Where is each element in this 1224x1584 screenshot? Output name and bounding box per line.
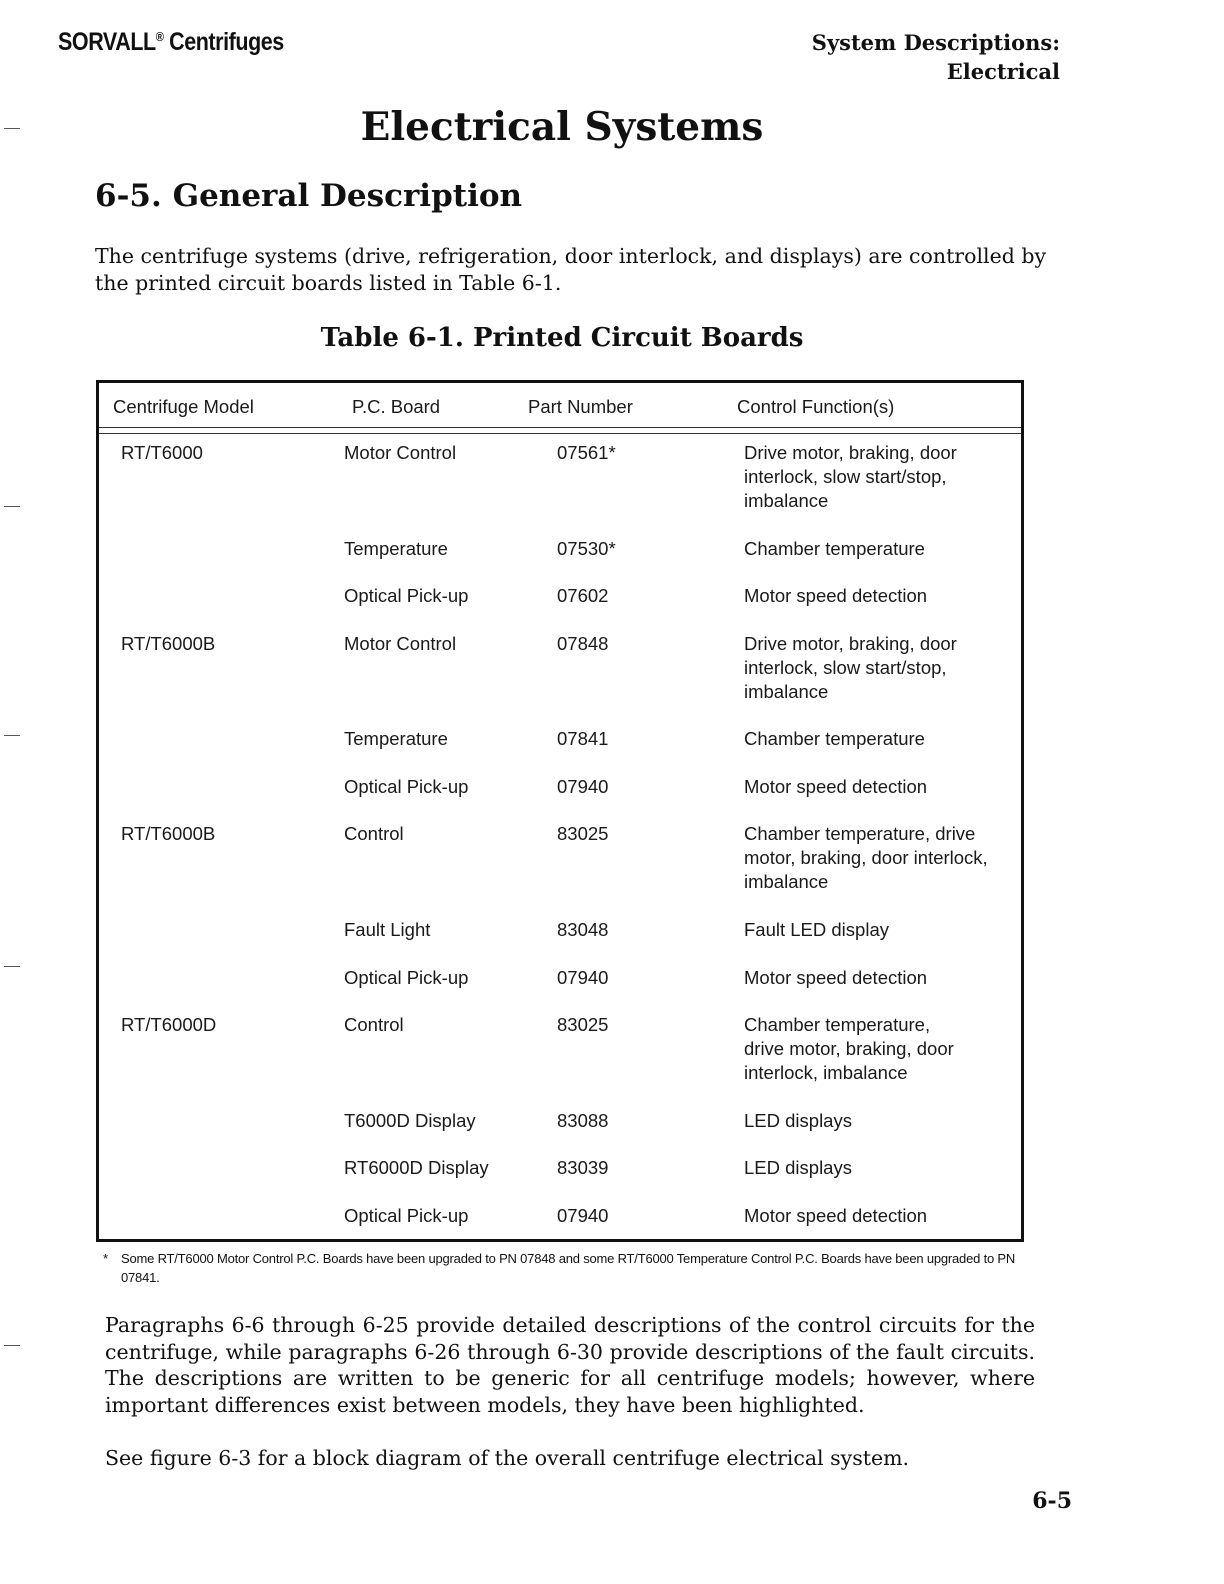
cell-function	[744, 775, 927, 799]
function-line: drive motor, braking, door	[744, 1038, 954, 1060]
cell-part-number: 07940	[557, 966, 609, 988]
function-line: LED displays	[744, 1109, 852, 1131]
cell-model: RT/T6000B	[121, 632, 216, 654]
cell-board: Optical Pick-up	[344, 966, 469, 988]
function-line: Drive motor, braking, door	[744, 632, 957, 654]
header-board: P.C. Board	[352, 396, 441, 417]
page-title: Electrical Systems	[360, 104, 764, 150]
header-function: Control Function(s)	[737, 396, 895, 417]
running-section-header	[812, 28, 1060, 86]
body-paragraph: See figure 6-3 for a block diagram of the overall centrifuge electrical system.	[105, 1446, 910, 1470]
brand-product: Centrifuges	[169, 28, 284, 56]
cell-part-number: 83048	[557, 918, 609, 940]
cell-part-number: 83025	[557, 1014, 609, 1036]
function-line: imbalance	[744, 871, 829, 893]
cell-part-number: 07602	[557, 585, 609, 607]
brand-name: SORVALL	[58, 28, 156, 56]
cell-part-number: 07848	[557, 632, 609, 654]
cell-part-number: 83088	[557, 1109, 609, 1131]
cell-board: Temperature	[344, 537, 448, 559]
margin-mark	[4, 1345, 20, 1346]
function-line: imbalance	[744, 680, 829, 702]
function-line: imbalance	[744, 490, 829, 511]
function-line: interlock, slow start/stop,	[744, 656, 947, 678]
cell-board: Motor Control	[344, 442, 457, 463]
function-line: Drive motor, braking, door	[744, 442, 957, 463]
section-header-line1: System Descriptions:	[811, 30, 1060, 55]
function-line: interlock, slow start/stop,	[744, 466, 947, 487]
cell-part-number: 07561*	[557, 442, 616, 463]
function-line: Chamber temperature	[744, 728, 925, 750]
cell-function	[744, 584, 927, 608]
cell-part-number: 83039	[557, 1157, 609, 1179]
function-line: LED displays	[744, 1157, 852, 1179]
cell-function	[744, 1204, 927, 1228]
header-part-number: Part Number	[528, 396, 633, 417]
function-line: interlock, imbalance	[744, 1062, 908, 1084]
function-line: Motor speed detection	[744, 775, 928, 797]
cell-board: RT6000D Display	[344, 1157, 489, 1179]
header-divider	[99, 427, 1021, 428]
cell-function	[744, 1156, 852, 1180]
function-line: Motor speed detection	[744, 1204, 928, 1226]
function-line: Motor speed detection	[744, 585, 928, 607]
pcb-table	[96, 380, 1024, 1242]
cell-function	[744, 822, 988, 894]
cell-part-number: 07530*	[557, 537, 616, 559]
cell-function	[744, 727, 925, 751]
page-number: 6-5	[1032, 1488, 1072, 1514]
cell-function	[744, 1109, 852, 1133]
cell-part-number: 07940	[557, 1204, 609, 1226]
function-line: Chamber temperature	[744, 537, 925, 559]
cell-function	[744, 966, 927, 990]
cell-model: RT/T6000	[121, 442, 203, 463]
function-line: Motor speed detection	[744, 966, 928, 988]
function-line: Chamber temperature, drive	[744, 823, 976, 845]
section-header-line2: Electrical	[946, 59, 1060, 84]
margin-mark	[4, 506, 20, 507]
function-line: Fault LED display	[744, 918, 889, 940]
header-divider	[99, 433, 1021, 434]
cell-board: T6000D Display	[344, 1109, 476, 1131]
cell-board: Control	[344, 1014, 404, 1036]
section-title: 6-5. General Description	[95, 178, 523, 214]
footnote-text: Some RT/T6000 Motor Control P.C. Boards have been upgraded to PN 07848 and some RT/T6000 Temperature Control P.C. Boards have been upgraded to PN 07841.	[121, 1251, 1016, 1285]
function-line: motor, braking, door interlock,	[744, 847, 988, 869]
intro-paragraph: The centrifuge systems (drive, refrigeration, door interlock, and displays) are controlled by the printed circuit boards listed in Table 6-1.	[95, 244, 1047, 295]
table-title: Table 6-1. Printed Circuit Boards	[320, 323, 804, 353]
cell-board: Optical Pick-up	[344, 585, 469, 607]
cell-function	[744, 918, 889, 942]
cell-function	[744, 441, 957, 513]
footnote-mark: *	[103, 1251, 108, 1266]
cell-model: RT/T6000B	[121, 823, 216, 845]
header-model: Centrifuge Model	[113, 396, 254, 417]
cell-part-number: 07841	[557, 728, 609, 750]
cell-board: Optical Pick-up	[344, 1204, 469, 1226]
cell-board: Motor Control	[344, 632, 457, 654]
cell-function	[744, 1013, 954, 1085]
registered-mark: ®	[155, 29, 164, 44]
cell-board: Temperature	[344, 728, 448, 750]
function-line: Chamber temperature,	[744, 1014, 931, 1036]
cell-board: Control	[344, 823, 404, 845]
cell-board: Optical Pick-up	[344, 775, 469, 797]
cell-board: Fault Light	[344, 918, 431, 940]
cell-part-number: 83025	[557, 823, 609, 845]
cell-part-number: 07940	[557, 775, 609, 797]
margin-mark	[4, 735, 20, 736]
brand-logo	[58, 28, 284, 57]
margin-mark	[4, 966, 20, 967]
cell-function	[744, 537, 925, 561]
cell-function	[744, 632, 957, 704]
body-paragraph: Paragraphs 6-6 through 6-25 provide detailed descriptions of the control circuits for the centrifuge, while paragraphs 6-26 through 6-30 provide descriptions of the fault circuits. The descriptions are written to be generic for all centrifuge models; however, where important differences exist between models, they have been highlighted.	[105, 1313, 1035, 1417]
cell-model: RT/T6000D	[121, 1014, 217, 1036]
table-footnote	[103, 1249, 1043, 1287]
